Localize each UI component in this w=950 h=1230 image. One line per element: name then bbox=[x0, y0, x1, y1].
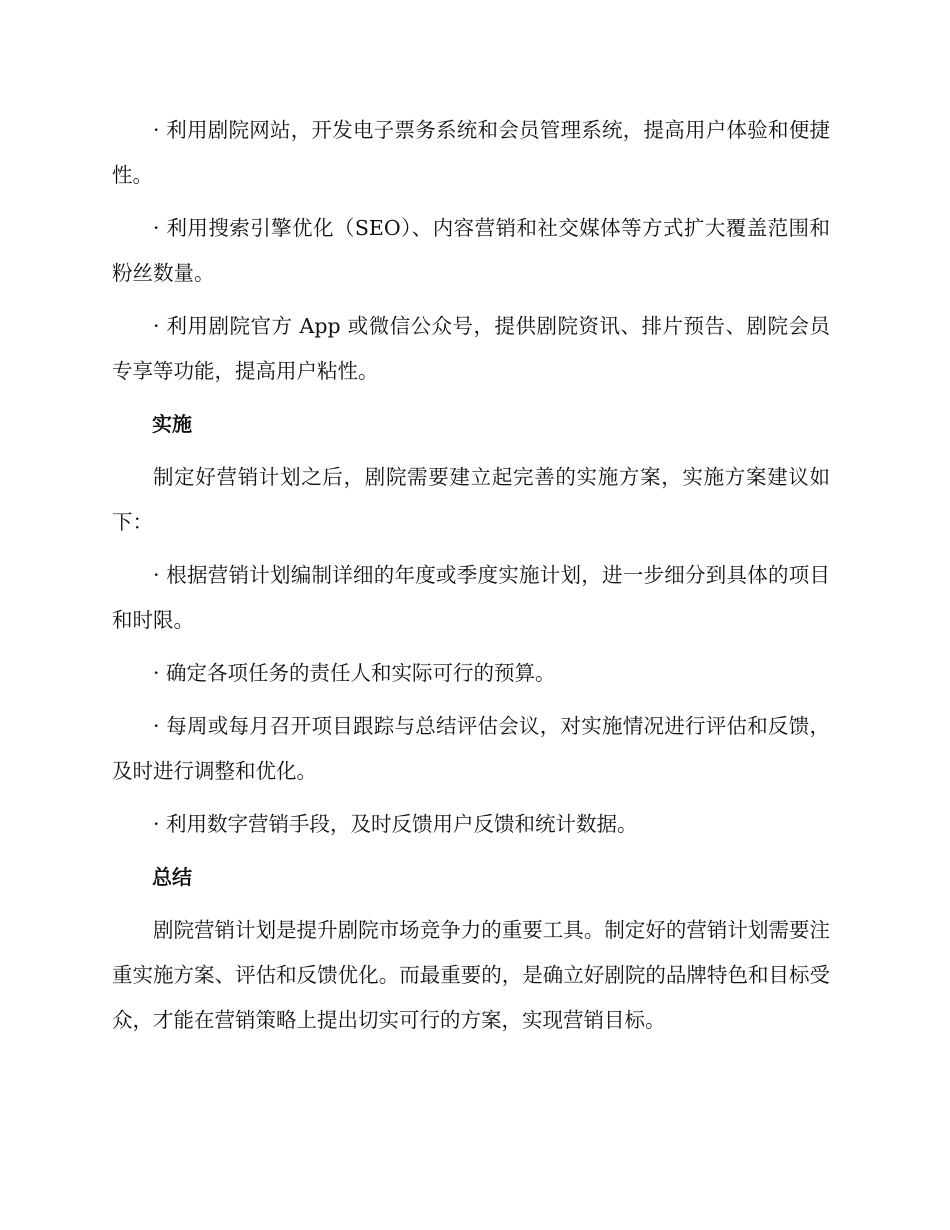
bullet-digital-feedback: · 利用数字营销手段，及时反馈用户反馈和统计数据。 bbox=[153, 812, 638, 836]
summary-body: 剧院营销计划是提升剧院市场竞争力的重要工具。制定好的营销计划需要注重实施方案、评估和反馈优化。而最重要的，是确立好剧院的品牌特色和目标受众，才能在营销策略上提出切实可行的方案，实现营销目标。 bbox=[112, 918, 830, 1032]
section-heading-implementation: 实施 bbox=[152, 412, 192, 436]
implementation-intro: 制定好营销计划之后，剧院需要建立起完善的实施方案，实施方案建议如下： bbox=[112, 465, 830, 534]
document-page bbox=[112, 108, 830, 1051]
bullet-responsibility-budget: · 确定各项任务的责任人和实际可行的预算。 bbox=[153, 661, 556, 685]
section-heading-summary: 总结 bbox=[152, 865, 192, 889]
bullet-app-wechat: · 利用剧院官方 App 或微信公众号，提供剧院资讯、排片预告、剧院会员专享等功能，提高用户粘性。 bbox=[112, 314, 830, 383]
bullet-website-ticketing: · 利用剧院网站，开发电子票务系统和会员管理系统，提高用户体验和便捷性。 bbox=[112, 118, 830, 187]
bullet-review-meetings: · 每周或每月召开项目跟踪与总结评估会议，对实施情况进行评估和反馈，及时进行调整和优化。 bbox=[112, 714, 830, 783]
bullet-seo-content-social: · 利用搜索引擎优化（SEO）、内容营销和社交媒体等方式扩大覆盖范围和粉丝数量。 bbox=[112, 216, 830, 285]
bullet-annual-plan: · 根据营销计划编制详细的年度或季度实施计划，进一步细分到具体的项目和时限。 bbox=[112, 563, 830, 632]
